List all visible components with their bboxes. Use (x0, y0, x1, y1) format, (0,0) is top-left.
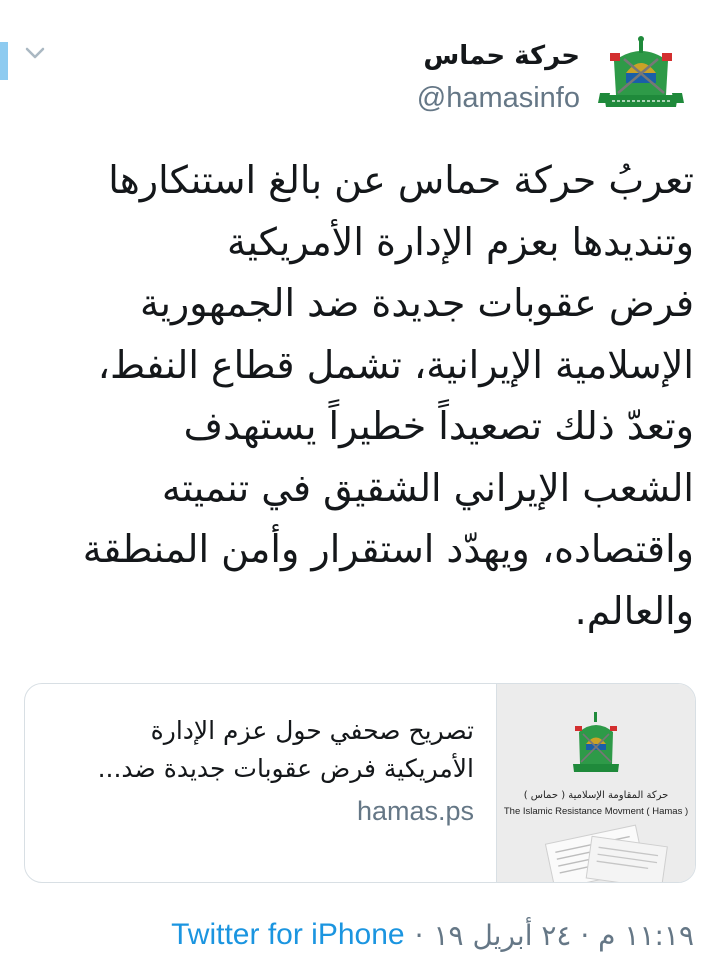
tweet-text-line: الإسلامية الإيرانية، تشمل قطاع النفط، (97, 342, 694, 387)
tweet-text-line: فرض عقوبات جديدة ضد الجمهورية (139, 281, 694, 325)
link-preview-text (25, 684, 496, 882)
card-title-line: الأمريكية فرض عقوبات جديدة ضد... (97, 754, 474, 783)
tweet-text-line: تعربُ حركة حماس عن بالغ استنكارها (108, 158, 694, 202)
tweet-header (417, 28, 688, 128)
avatar[interactable] (594, 31, 688, 125)
tweet-text-line: وتنديدها بعزم الإدارة الأمريكية (226, 219, 694, 264)
link-preview-card[interactable] (24, 683, 696, 883)
tweet-text-line: والعالم. (574, 588, 694, 633)
hamas-logo-icon (596, 33, 686, 123)
hamas-logo-icon (497, 684, 695, 882)
link-preview-image (496, 684, 695, 882)
selection-indicator-bar (0, 42, 8, 80)
card-title-line: تصريح صحفي حول عزم الإدارة (150, 716, 474, 745)
tweet-author-names (417, 36, 580, 120)
tweet-source-link[interactable]: Twitter for iPhone (171, 918, 405, 951)
author-display-name[interactable]: حركة حماس (423, 41, 580, 71)
image-caption-english: The Islamic Resistance Movment ( Hamas ) (503, 806, 689, 817)
tweet-text (26, 150, 694, 642)
card-domain: hamas.ps (356, 796, 474, 826)
footer-separator: · (414, 918, 424, 952)
author-handle[interactable]: @hamasinfo (416, 82, 580, 114)
tweet-text-line: واقتصاده، ويهدّد استقرار وأمن المنطقة (82, 527, 694, 571)
image-caption-arabic: حركة المقاومة الإسلامية ( حماس ) (523, 790, 669, 801)
tweet-text-line: الشعب الإيراني الشقيق في تنميته (161, 465, 694, 510)
tweet-text-line: وتعدّ ذلك تصعيداً خطيراً يستهدف (183, 404, 694, 448)
tweet-timestamp[interactable]: ١١:١٩ م · ٢٤ أبريل ١٩ (433, 918, 694, 952)
chevron-down-icon[interactable] (22, 40, 48, 66)
tweet-footer (171, 912, 694, 958)
